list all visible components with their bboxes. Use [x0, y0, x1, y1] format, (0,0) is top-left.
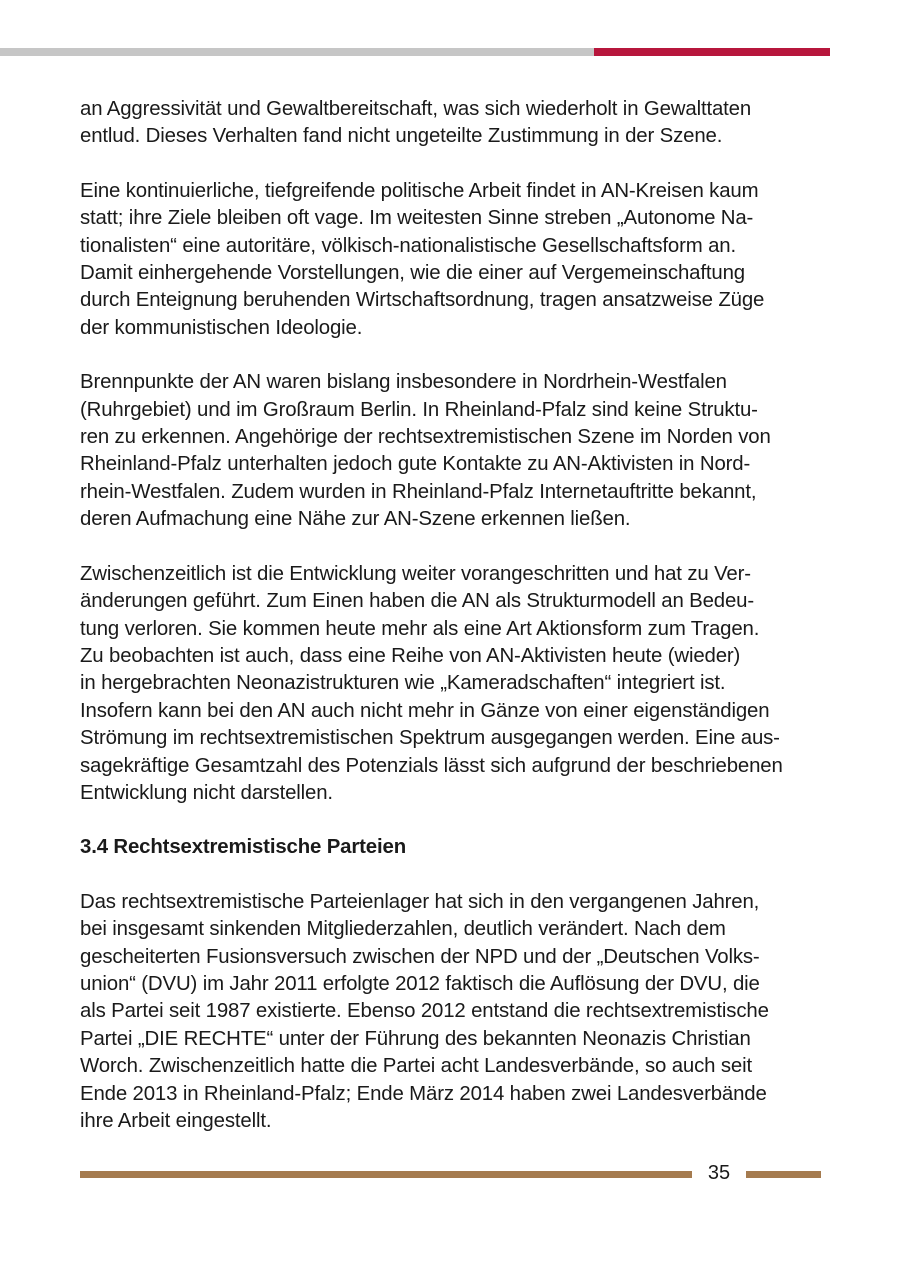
text-line: statt; ihre Ziele bleiben oft vage. Im weitesten Sinne streben „Autonome Na-	[80, 207, 754, 230]
text-line: Worch. Zwischenzeitlich hatte die Partei acht Landesverbände, so auch seit	[80, 1055, 752, 1078]
text-line: rhein-Westfalen. Zudem wurden in Rheinland-Pfalz Internetauftritte bekannt,	[80, 480, 757, 503]
text-line: Brennpunkte der AN waren bislang insbesondere in Nordrhein-Westfalen	[80, 371, 727, 394]
text-line: ren zu erkennen. Angehörige der rechtsextremistischen Szene im Norden von	[80, 426, 771, 449]
header-rule-red	[594, 48, 830, 56]
text-line: Partei „DIE RECHTE“ unter der Führung des bekannten Neonazis Christian	[80, 1027, 751, 1050]
text-line: Entwicklung nicht darstellen.	[80, 781, 333, 804]
paragraph-zwischenzeitlich	[80, 561, 825, 808]
paragraph-brennpunkte	[80, 369, 825, 533]
footer-rule-left	[80, 1171, 692, 1178]
text-line: Zwischenzeitlich ist die Entwicklung weiter vorangeschritten und hat zu Ver-	[80, 562, 751, 585]
text-line: Das rechtsextremistische Parteienlager hat sich in den vergangenen Jahren,	[80, 890, 760, 913]
text-line: tionalisten“ eine autoritäre, völkisch-nationalistische Gesellschaftsform an.	[80, 234, 736, 257]
paragraph-aggressivitaet	[80, 96, 825, 151]
text-line: ihre Arbeit eingestellt.	[80, 1110, 272, 1132]
text-line: Ende 2013 in Rheinland-Pfalz; Ende März 2014 haben zwei Landesverbände	[80, 1082, 767, 1105]
text-line: Zu beobachten ist auch, dass eine Reihe von AN-Aktivisten heute (wieder)	[80, 644, 741, 667]
text-line: deren Aufmachung eine Nähe zur AN-Szene erkennen ließen.	[80, 508, 631, 531]
text-line: als Partei seit 1987 existierte. Ebenso 2012 entstand die rechtsextremistische	[80, 1000, 769, 1023]
text-line: der kommunistischen Ideologie.	[80, 316, 363, 339]
section-heading: 3.4 Rechtsextremistische Parteien	[80, 836, 406, 859]
text-line: entlud. Dieses Verhalten fand nicht ungeteilte Zustimmung in der Szene.	[80, 125, 723, 148]
text-line: Damit einhergehende Vorstellungen, wie die einer auf Vergemeinschaftung	[80, 262, 745, 285]
text-line: gescheiterten Fusionsversuch zwischen der NPD und der „Deutschen Volks-	[80, 945, 760, 968]
text-line: Rheinland-Pfalz unterhalten jedoch gute Kontakte zu AN-Aktivisten in Nord-	[80, 453, 751, 476]
page-body	[80, 96, 825, 1162]
text-line: (Ruhrgebiet) und im Großraum Berlin. In Rheinland-Pfalz sind keine Struktu-	[80, 398, 758, 421]
text-line: Eine kontinuierliche, tiefgreifende politische Arbeit findet in AN-Kreisen kaum	[80, 179, 759, 202]
text-line: an Aggressivität und Gewaltbereitschaft, was sich wiederholt in Gewalttaten	[80, 98, 752, 120]
text-line: änderungen geführt. Zum Einen haben die AN als Strukturmodell an Bedeu-	[80, 590, 754, 613]
text-line: durch Enteignung beruhenden Wirtschaftsordnung, tragen ansatzweise Züge	[80, 289, 765, 312]
paragraph-parteienlager	[80, 889, 825, 1136]
text-line: in hergebrachten Neonazistrukturen wie „Kameradschaften“ integriert ist.	[80, 672, 726, 695]
text-line: Strömung im rechtsextremistischen Spektrum ausgegangen werden. Eine aus-	[80, 727, 780, 750]
header-rule-gray	[0, 48, 594, 56]
footer-rule-right	[746, 1171, 821, 1178]
text-line: bei insgesamt sinkenden Mitgliederzahlen, deutlich verändert. Nach dem	[80, 918, 726, 941]
text-line: Insofern kann bei den AN auch nicht mehr in Gänze von einer eigenständigen	[80, 699, 770, 722]
paragraph-politische-arbeit	[80, 178, 825, 342]
text-line: tung verloren. Sie kommen heute mehr als eine Art Aktionsform zum Tragen.	[80, 617, 760, 640]
text-line: sagekräftige Gesamtzahl des Potenzials lässt sich aufgrund der beschriebenen	[80, 754, 783, 777]
page-number: 35	[707, 1162, 731, 1184]
text-line: union“ (DVU) im Jahr 2011 erfolgte 2012 faktisch die Auflösung der DVU, die	[80, 972, 760, 995]
